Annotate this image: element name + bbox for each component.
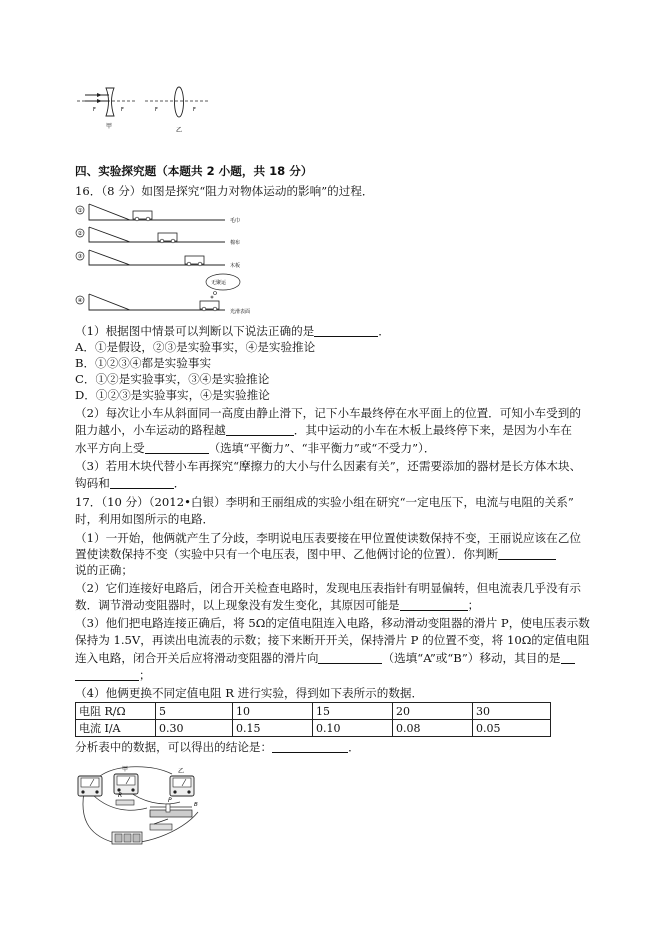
- table-row: [76, 720, 551, 737]
- answer-blank[interactable]: [314, 324, 378, 337]
- q16-figure: [75, 200, 270, 318]
- answer-blank[interactable]: [145, 441, 209, 454]
- position-label-a: 甲: [122, 766, 129, 773]
- q16-part1: （1）根据图中情景可以判断以下说法正确的是 ．: [75, 324, 390, 338]
- q16-part2-line2: 阻力越小，小车运动的路程越 ．其中运动的小车在木板上最终停下来，是因为小车在: [75, 423, 572, 437]
- answer-blank[interactable]: [110, 476, 174, 489]
- svg-text:P: P: [168, 797, 172, 804]
- svg-text:木板: 木板: [230, 263, 241, 269]
- answer-blank[interactable]: [498, 547, 556, 560]
- table-cell: 0.08: [393, 720, 473, 737]
- answer-blank[interactable]: [318, 651, 382, 664]
- q17-part3-line1: （3）他们把电路连接正确后，将 5Ω的定值电阻连入电路，移动滑动变阻器的滑片 P，使电压表示数: [75, 616, 590, 630]
- q17-title-line1: 17．（10 分）（2012•白银）李明和王丽组成的实验小组在研究“一定电压下，电流与电阻的关系”: [75, 495, 574, 509]
- q17-part1-line1: （1）一开始，他俩就产生了分歧，李明说电压表要接在甲位置使读数保持不变，王丽说应该在乙位: [75, 531, 581, 545]
- q17-part1-line2: 置使读数保持不变（实验中只有一个电压表，图中甲、乙他俩讨论的位置）．你判断: [75, 546, 556, 562]
- ramp-row-3: [76, 250, 240, 269]
- svg-text:F: F: [155, 107, 158, 113]
- q17-part3-line3: 连入电路，闭合开关后应将滑动变阻器的滑片向 （选填“A”或“B”）移动，其目的是: [75, 650, 575, 666]
- q17-part3-line4: ；: [75, 667, 151, 683]
- svg-text:毛巾: 毛巾: [230, 218, 241, 224]
- table-cell: 30: [473, 703, 551, 720]
- table-row: [76, 703, 551, 720]
- q16-part2-line1: （2）每次让小车从斜面同一高度由静止滑下，记下小车最终停在水平面上的位置．可知小车受到的: [75, 406, 581, 420]
- q16-part3-line2: 钩码和 ．: [75, 476, 186, 490]
- ramp-row-4: [76, 274, 250, 315]
- svg-text:①: ①: [77, 208, 83, 214]
- table-cell: 15: [313, 703, 393, 720]
- position-label-b: 乙: [178, 768, 185, 775]
- lens-label-b: 乙: [176, 127, 183, 134]
- q17-part4: （4）他俩更换不同定值电阻 R 进行实验，得到如下表所示的数据．: [75, 686, 424, 700]
- q17-part2-line1: （2）它们连接好电路后，闭合开关检查电路时，发现电压表指针有明显偏转，但电流表几乎没有示: [75, 581, 581, 595]
- thought-bubble-text: 无聚运: [211, 280, 227, 286]
- table-cell: 电流 I/A: [76, 720, 156, 737]
- circuit-figure: [72, 762, 212, 852]
- q17-title-line2: 时，利用如图所示的电路．: [75, 512, 215, 526]
- convex-lens-diagram: [145, 87, 210, 134]
- section-heading: 四、实验探究题（本题共 2 小题，共 18 分）: [75, 164, 313, 178]
- ammeter-icon: [78, 776, 102, 796]
- concave-lens-diagram: [77, 88, 137, 130]
- svg-text:F: F: [93, 107, 96, 113]
- svg-text:③: ③: [77, 254, 83, 260]
- q17-part1-line3: 说的正确；: [75, 563, 133, 577]
- q17-conclusion: 分析表中的数据，可以得出的结论是： ．: [75, 740, 360, 754]
- table-cell: 10: [233, 703, 313, 720]
- svg-text:光滑表面: 光滑表面: [230, 309, 251, 315]
- lens-label-a: 甲: [106, 123, 113, 130]
- svg-text:B: B: [194, 802, 198, 808]
- svg-text:②: ②: [77, 231, 83, 237]
- svg-text:R: R: [118, 792, 123, 799]
- q16-part3-line1: （3）若用木块代替小车再探究“摩擦力的大小与什么因素有关”，还需要添加的器材是长方体木块、: [75, 459, 582, 473]
- table-cell: 0.15: [233, 720, 313, 737]
- data-table: [75, 702, 551, 737]
- table-cell: 电阻 R/Ω: [76, 703, 156, 720]
- svg-text:④: ④: [77, 298, 83, 304]
- svg-text:棉布: 棉布: [230, 240, 241, 246]
- answer-blank[interactable]: [272, 740, 348, 753]
- table-cell: 5: [156, 703, 233, 720]
- q17-part2-line2: 数．调节滑动变阻器时，以上现象没有发生变化，其原因可能是 ；: [75, 598, 480, 612]
- rheostat-icon: [150, 797, 198, 817]
- table-cell: 0.30: [156, 720, 233, 737]
- q17-part3-line2: 保持为 1.5V，再读出电流表的示数；接下来断开开关，保持滑片 P 的位置不变，将 10Ω的定值电阻: [75, 633, 590, 647]
- switch-icon: [150, 819, 172, 830]
- battery-icon: [112, 832, 142, 844]
- voltmeter-position-b-icon: [170, 768, 194, 796]
- answer-blank[interactable]: [226, 423, 294, 436]
- svg-text:F: F: [193, 107, 196, 113]
- svg-text:F: F: [121, 107, 124, 113]
- table-cell: 0.05: [473, 720, 551, 737]
- answer-blank[interactable]: [75, 668, 139, 681]
- q16-part2-line3: 水平方向上受 （选填“平衡力”、“非平衡力”或“不受力”）．: [75, 441, 436, 455]
- ramp-row-1: [76, 204, 240, 224]
- q16-option-a: A．①是假设，②③是实验事实，④是实验推论: [75, 340, 316, 354]
- voltmeter-position-a-icon: [114, 765, 138, 794]
- q16-option-b: B．①②③④都是实验事实: [75, 356, 212, 370]
- answer-blank[interactable]: [561, 651, 575, 664]
- ramp-row-2: [76, 227, 240, 246]
- answer-blank[interactable]: [400, 598, 468, 611]
- table-cell: 0.10: [313, 720, 393, 737]
- q16-title: 16．（8 分）如图是探究“阻力对物体运动的影响”的过程．: [75, 184, 374, 198]
- q16-option-c: C．①②是实验事实，③④是实验推论: [75, 372, 270, 386]
- table-cell: 20: [393, 703, 473, 720]
- lens-figure: [75, 86, 215, 138]
- q16-option-d: D．①②③是实验事实，④是实验推论: [75, 388, 270, 402]
